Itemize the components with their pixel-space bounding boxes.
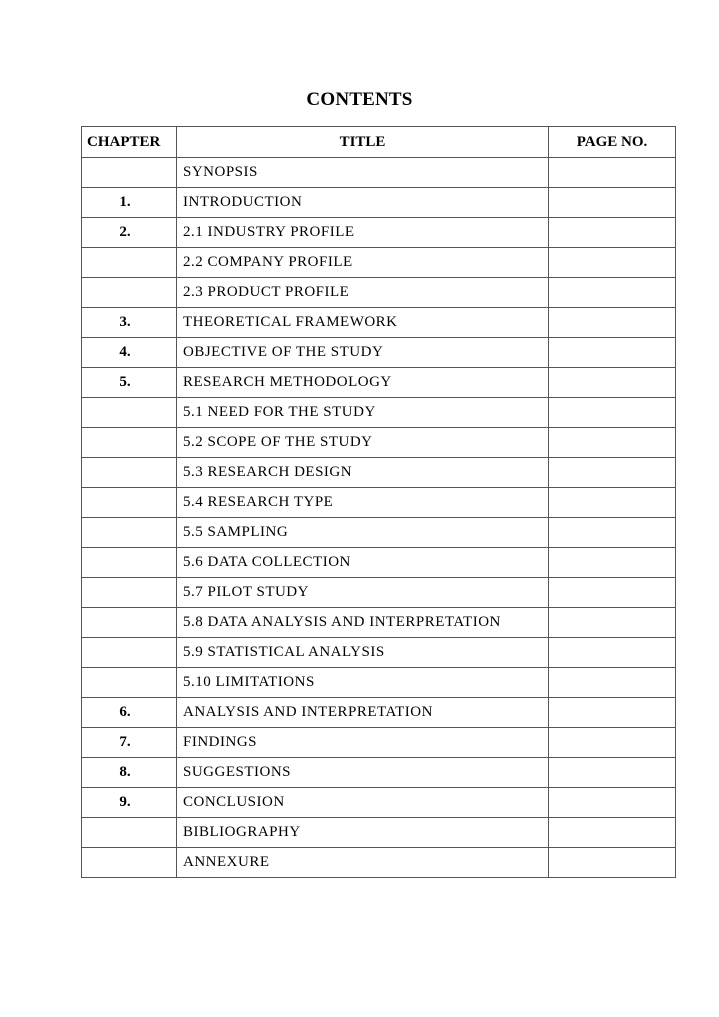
title-cell: ANALYSIS AND INTERPRETATION: [177, 698, 549, 728]
page-title: CONTENTS: [306, 89, 413, 110]
page-cell: [549, 428, 676, 458]
contents-table: [81, 126, 676, 878]
title-cell: ANNEXURE: [177, 848, 549, 878]
table-row: [82, 578, 676, 608]
title-cell: 5.1 NEED FOR THE STUDY: [177, 398, 549, 428]
title-cell: 5.10 LIMITATIONS: [177, 668, 549, 698]
chapter-cell: [82, 428, 177, 458]
title-cell: FINDINGS: [177, 728, 549, 758]
chapter-cell: [82, 848, 177, 878]
table-row: [82, 218, 676, 248]
title-cell: 5.9 STATISTICAL ANALYSIS: [177, 638, 549, 668]
title-cell: 5.7 PILOT STUDY: [177, 578, 549, 608]
page-cell: [549, 458, 676, 488]
title-cell: 5.8 DATA ANALYSIS AND INTERPRETATION: [177, 608, 549, 638]
table-row: [82, 248, 676, 278]
column-header-page: PAGE NO.: [549, 127, 676, 158]
page-cell: [549, 638, 676, 668]
page-cell: [549, 308, 676, 338]
title-cell: 2.2 COMPANY PROFILE: [177, 248, 549, 278]
column-header-chapter: CHAPTER: [82, 127, 177, 158]
table-row: [82, 458, 676, 488]
chapter-cell: [82, 668, 177, 698]
chapter-cell: 5.: [82, 368, 177, 398]
page-cell: [549, 338, 676, 368]
page-cell: [549, 398, 676, 428]
chapter-cell: 7.: [82, 728, 177, 758]
title-cell: RESEARCH METHODOLOGY: [177, 368, 549, 398]
title-cell: SYNOPSIS: [177, 158, 549, 188]
table-row: [82, 698, 676, 728]
page-cell: [549, 578, 676, 608]
title-cell: 5.3 RESEARCH DESIGN: [177, 458, 549, 488]
title-cell: BIBLIOGRAPHY: [177, 818, 549, 848]
page-cell: [549, 818, 676, 848]
chapter-cell: 8.: [82, 758, 177, 788]
page-cell: [549, 758, 676, 788]
chapter-cell: 3.: [82, 308, 177, 338]
page-cell: [549, 278, 676, 308]
table-row: [82, 158, 676, 188]
chapter-cell: [82, 398, 177, 428]
chapter-cell: [82, 248, 177, 278]
chapter-cell: [82, 278, 177, 308]
page-cell: [549, 728, 676, 758]
table-row: [82, 428, 676, 458]
page-cell: [549, 218, 676, 248]
title-cell: OBJECTIVE OF THE STUDY: [177, 338, 549, 368]
page-cell: [549, 158, 676, 188]
chapter-cell: [82, 818, 177, 848]
chapter-cell: 9.: [82, 788, 177, 818]
column-header-title: TITLE: [177, 127, 549, 158]
table-row: [82, 608, 676, 638]
table-row: [82, 518, 676, 548]
chapter-cell: [82, 638, 177, 668]
title-cell: SUGGESTIONS: [177, 758, 549, 788]
table-row: [82, 758, 676, 788]
chapter-cell: [82, 158, 177, 188]
chapter-cell: 2.: [82, 218, 177, 248]
table-row: [82, 278, 676, 308]
table-row: [82, 338, 676, 368]
table-row: [82, 398, 676, 428]
title-cell: 2.1 INDUSTRY PROFILE: [177, 218, 549, 248]
page-cell: [549, 548, 676, 578]
table-row: [82, 818, 676, 848]
table-header-row: [82, 127, 676, 158]
chapter-cell: [82, 578, 177, 608]
title-cell: 5.4 RESEARCH TYPE: [177, 488, 549, 518]
page-cell: [549, 668, 676, 698]
table-row: [82, 488, 676, 518]
title-cell: CONCLUSION: [177, 788, 549, 818]
table-body: [82, 158, 676, 878]
table-row: [82, 368, 676, 398]
chapter-cell: 1.: [82, 188, 177, 218]
table-row: [82, 548, 676, 578]
table-row: [82, 188, 676, 218]
page-cell: [549, 248, 676, 278]
page-cell: [549, 608, 676, 638]
title-cell: 5.6 DATA COLLECTION: [177, 548, 549, 578]
chapter-cell: [82, 608, 177, 638]
chapter-cell: [82, 518, 177, 548]
table-row: [82, 638, 676, 668]
title-cell: 5.2 SCOPE OF THE STUDY: [177, 428, 549, 458]
table-row: [82, 308, 676, 338]
table-row: [82, 728, 676, 758]
title-cell: THEORETICAL FRAMEWORK: [177, 308, 549, 338]
page-cell: [549, 488, 676, 518]
page-cell: [549, 518, 676, 548]
title-cell: INTRODUCTION: [177, 188, 549, 218]
chapter-cell: 4.: [82, 338, 177, 368]
page-cell: [549, 368, 676, 398]
title-cell: 5.5 SAMPLING: [177, 518, 549, 548]
page-cell: [549, 848, 676, 878]
title-cell: 2.3 PRODUCT PROFILE: [177, 278, 549, 308]
chapter-cell: 6.: [82, 698, 177, 728]
table-row: [82, 668, 676, 698]
page-cell: [549, 788, 676, 818]
chapter-cell: [82, 488, 177, 518]
table-row: [82, 788, 676, 818]
page-cell: [549, 698, 676, 728]
page-cell: [549, 188, 676, 218]
chapter-cell: [82, 548, 177, 578]
table-row: [82, 848, 676, 878]
chapter-cell: [82, 458, 177, 488]
